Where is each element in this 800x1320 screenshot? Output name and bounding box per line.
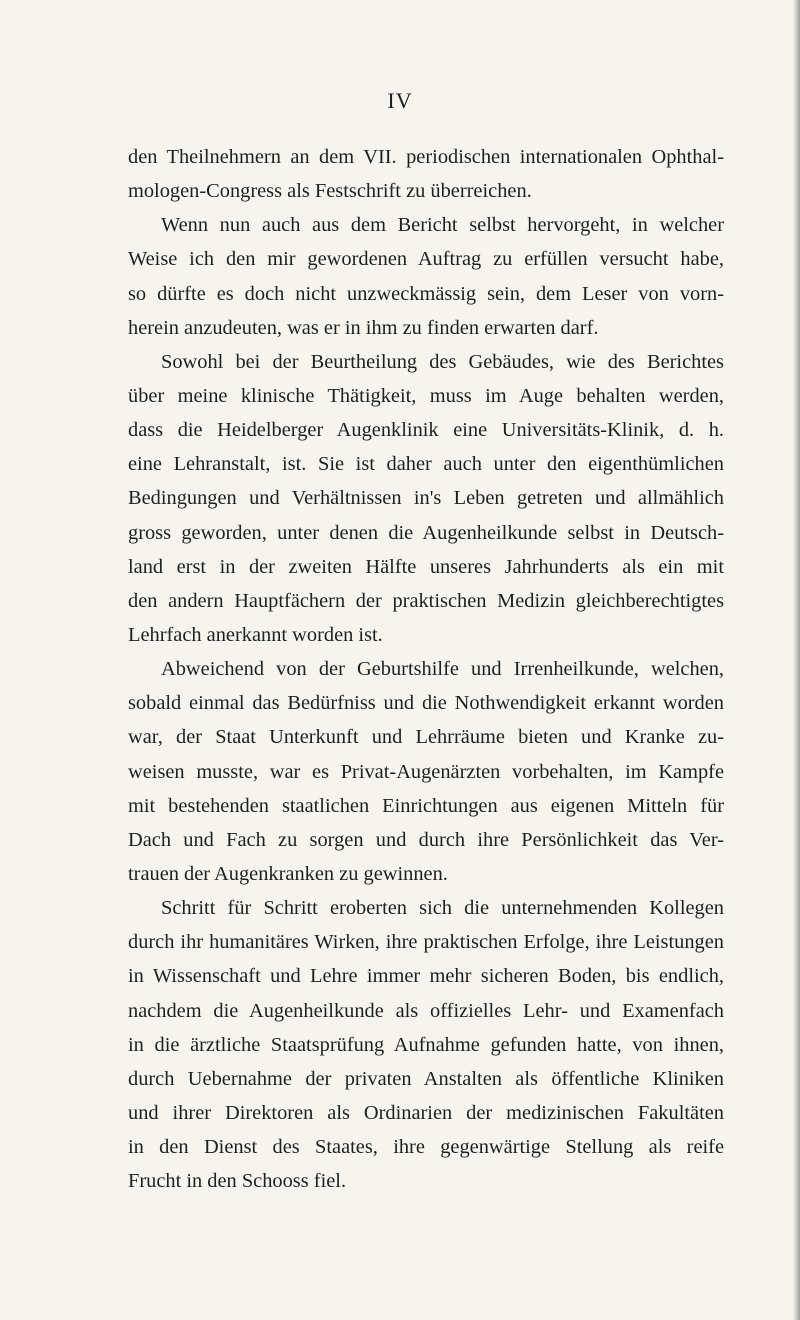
text-line: Frucht in den Schooss fiel. xyxy=(128,1170,347,1193)
text-line: und ihrer Direktoren als Ordinarien der medizinischen Fakultäten xyxy=(128,1101,724,1124)
text-line: war, der Staat Unterkunft und Lehrräume bieten und Kranke zu- xyxy=(128,726,724,749)
text-line: Abweichend von der Geburtshilfe und Irrenheilkunde, welchen, xyxy=(161,658,724,681)
text-line: mologen-Congress als Festschrift zu überreichen. xyxy=(128,180,532,203)
text-line: weisen musste, war es Privat-Augenärzten vorbehalten, im Kampfe xyxy=(128,760,724,783)
text-line: herein anzudeuten, was er in ihm zu finden erwarten darf. xyxy=(128,316,599,339)
text-line: Wenn nun auch aus dem Bericht selbst hervorgeht, in welcher xyxy=(161,214,724,237)
text-line: den andern Hauptfächern der praktischen Medizin gleichberechtigtes xyxy=(128,589,724,612)
text-line: Bedingungen und Verhältnissen in's Leben getreten und allmählich xyxy=(128,487,724,510)
body-text xyxy=(128,140,724,1198)
text-line: eine Lehranstalt, ist. Sie ist daher auch unter den eigenthümlichen xyxy=(128,453,724,476)
text-line: den Theilnehmern an dem VII. periodischen internationalen Ophthal- xyxy=(128,146,724,168)
text-line: land erst in der zweiten Hälfte unseres Jahrhunderts als ein mit xyxy=(128,555,724,578)
text-line: sobald einmal das Bedürfniss und die Nothwendigkeit erkannt worden xyxy=(128,692,724,715)
text-line: so dürfte es doch nicht unzweckmässig sein, dem Leser von vorn- xyxy=(128,282,724,305)
text-line: in die ärztliche Staatsprüfung Aufnahme gefunden hatte, von ihnen, xyxy=(128,1033,724,1056)
text-line: über meine klinische Thätigkeit, muss im Auge behalten werden, xyxy=(128,384,724,407)
text-line: durch ihr humanitäres Wirken, ihre praktischen Erfolge, ihre Leistungen xyxy=(128,931,724,954)
text-line: in den Dienst des Staates, ihre gegenwärtige Stellung als reife xyxy=(128,1136,724,1159)
text-line: Dach und Fach zu sorgen und durch ihre Persönlichkeit das Ver- xyxy=(128,828,724,851)
text-line: Schritt für Schritt eroberten sich die unternehmenden Kollegen xyxy=(161,897,724,920)
text-line: gross geworden, unter denen die Augenheilkunde selbst in Deutsch- xyxy=(128,521,724,544)
text-line: in Wissenschaft und Lehre immer mehr sicheren Boden, bis endlich, xyxy=(128,965,724,988)
text-line: durch Uebernahme der privaten Anstalten als öffentliche Kliniken xyxy=(128,1067,724,1090)
text-line: Sowohl bei der Beurtheilung des Gebäudes, wie des Berichtes xyxy=(161,350,724,373)
text-line: Weise ich den mir gewordenen Auftrag zu erfüllen versucht habe, xyxy=(128,248,724,271)
text-line: mit bestehenden staatlichen Einrichtungen aus eigenen Mitteln für xyxy=(128,794,724,817)
page-edge-shadow xyxy=(793,0,800,1320)
text-line: nachdem die Augenheilkunde als offizielles Lehr- und Examenfach xyxy=(128,999,724,1022)
page-number: IV xyxy=(387,88,413,113)
text-line: Lehrfach anerkannt worden ist. xyxy=(128,623,383,646)
text-line: trauen der Augenkranken zu gewinnen. xyxy=(128,862,448,885)
text-line: dass die Heidelberger Augenklinik eine Universitäts-Klinik, d. h. xyxy=(128,419,724,442)
